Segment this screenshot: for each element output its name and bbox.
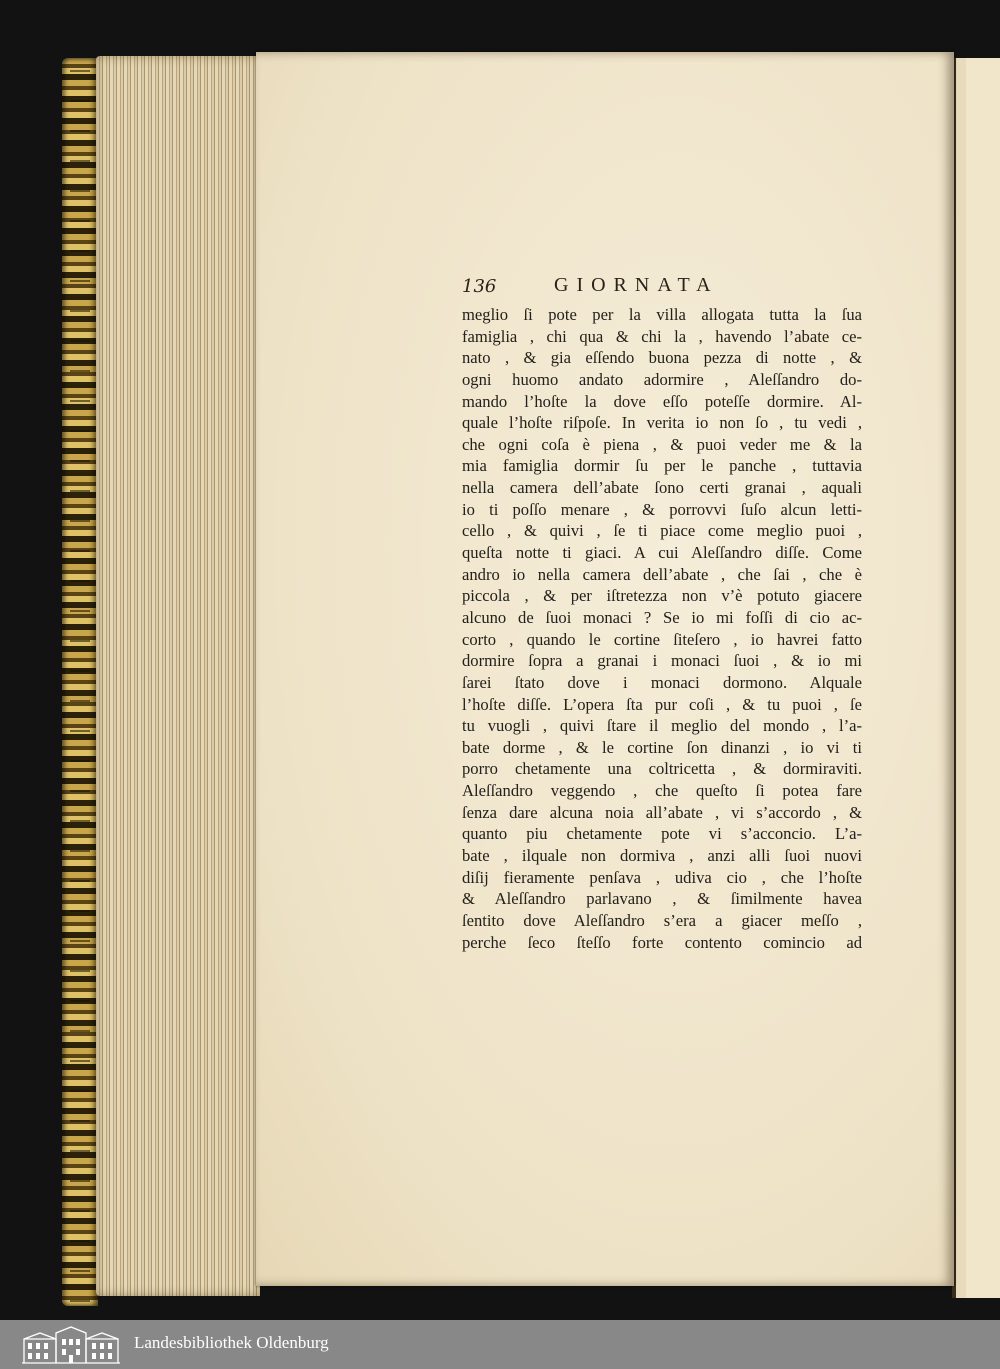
text-line: Aleſſandro veggendo , che queſto ſi potea fare bbox=[462, 781, 862, 801]
text-line: quanto piu chetamente pote vi s’acconcio. L’a- bbox=[462, 824, 862, 844]
page-edges bbox=[96, 56, 260, 1296]
text-line: mando l’hoſte la dove eſſo poteſſe dormire. Al- bbox=[462, 391, 862, 411]
book-spine bbox=[62, 58, 98, 1306]
text-line: andro io nella camera dell’abate , che ſai , che è bbox=[462, 564, 862, 584]
text-line: che ogni coſa è piena , & puoi veder me & la bbox=[462, 434, 862, 454]
text-line: perche ſeco ſteſſo forte contento comincio ad bbox=[462, 932, 862, 952]
text-line: diſij fieramente penſava , udiva cio , che l’hoſte bbox=[462, 867, 862, 887]
text-line: corto , quando le cortine ſiteſero , io havrei fatto bbox=[462, 629, 862, 649]
text-line: nella camera dell’abate ſono certi granai , aquali bbox=[462, 478, 862, 498]
text-line: & Aleſſandro parlavano , & ſimilmente havea bbox=[462, 889, 862, 909]
text-line: dormire ſopra a granai i monaci ſuoi , & io mi bbox=[462, 651, 862, 671]
running-head: GIORNATA bbox=[554, 274, 719, 296]
body-text bbox=[462, 304, 862, 953]
text-line: ſarei ſtato dove i monaci dormono. Alquale bbox=[462, 672, 862, 692]
library-building-icon bbox=[20, 1325, 122, 1365]
text-line: queſta notte ti giaci. A cui Aleſſandro diſſe. Come bbox=[462, 543, 862, 563]
text-line: piccola , & per iſtretezza non v’è potuto giacere bbox=[462, 586, 862, 606]
text-line: alcuno de ſuoi monaci ? Se io mi foſſi di cio ac- bbox=[462, 607, 862, 627]
text-line: meglio ſi pote per la villa allogata tutta la ſua bbox=[462, 305, 862, 324]
facing-page-edge bbox=[952, 58, 1000, 1298]
text-line: bate dorme , & le cortine ſon dinanzi , io vi ti bbox=[462, 737, 862, 757]
text-line: ſenza dare alcuna noia all’abate , vi s’accordo , & bbox=[462, 802, 862, 822]
text-line: ogni huomo andato adormire , Aleſſandro do- bbox=[462, 369, 862, 389]
text-line: mia famiglia dormir ſu per le panche , tuttavia bbox=[462, 456, 862, 476]
text-line: l’hoſte diſſe. L’opera ſta pur coſi , & tu puoi , ſe bbox=[462, 694, 862, 714]
text-line: porro chetamente una coltricetta , & dormiraviti. bbox=[462, 759, 862, 779]
text-line: famiglia , chi qua & chi la , havendo l’abate ce- bbox=[462, 326, 862, 346]
text-line: io ti poſſo menare , & porrovvi ſuſo alcun letti- bbox=[462, 499, 862, 519]
text-line: tu vuogli , quivi ſtare il meglio del mondo , l’a- bbox=[462, 716, 862, 736]
text-line: ſentito dove Aleſſandro s’era a giacer meſſo , bbox=[462, 910, 862, 930]
text-line: bate , ilquale non dormiva , anzi alli ſuoi nuovi bbox=[462, 846, 862, 866]
text-line: quale l’hoſte riſpoſe. In verita io non ſo , tu vedi , bbox=[462, 413, 862, 433]
library-name: Landesbibliothek Oldenburg bbox=[134, 1333, 329, 1352]
page-header bbox=[462, 274, 858, 302]
footer-bar bbox=[0, 1320, 1000, 1369]
text-line: cello , & quivi , ſe ti piace come meglio puoi , bbox=[462, 521, 862, 541]
text-line: nato , & gia eſſendo buona pezza di notte , & bbox=[462, 348, 862, 368]
page-number: 136 bbox=[462, 276, 497, 297]
